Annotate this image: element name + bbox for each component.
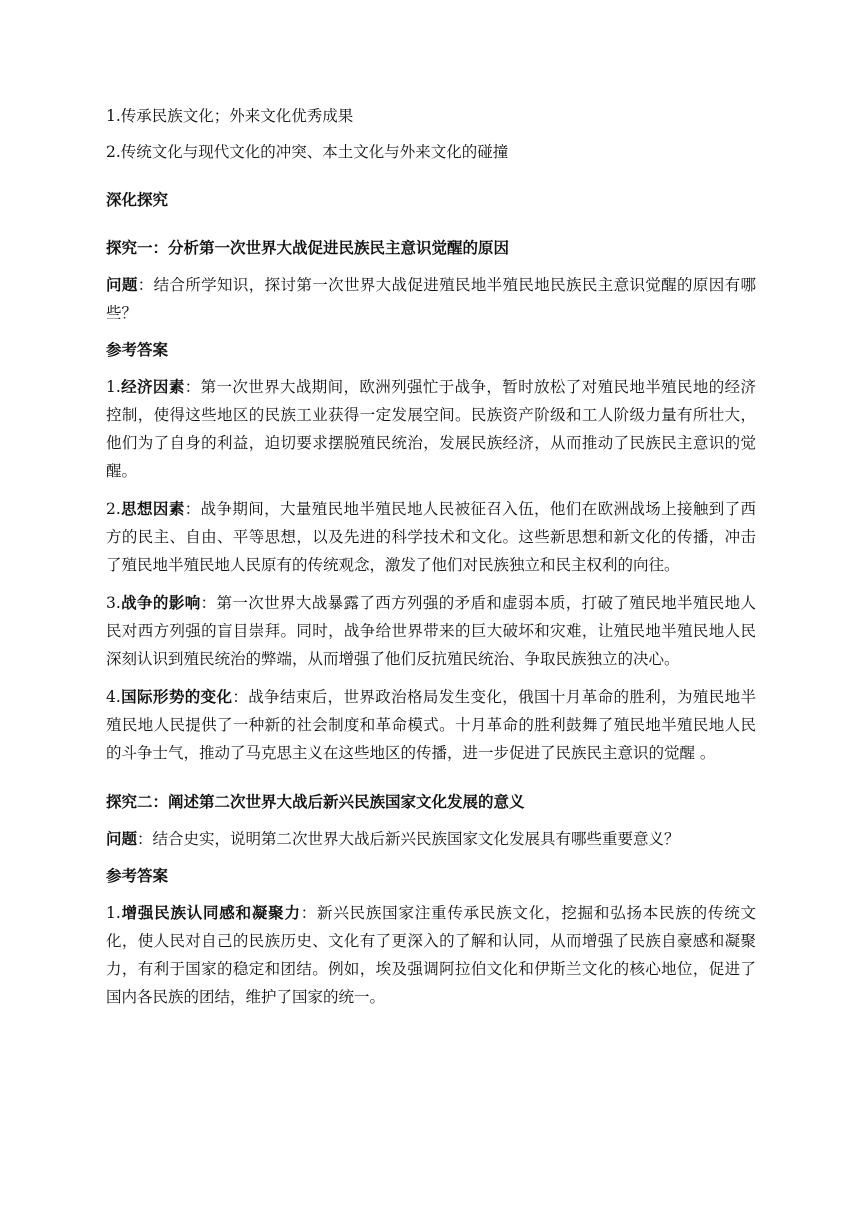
inquiry1-point-3 — [106, 589, 756, 673]
point-text: ：第一次世界大战暴露了西方列强的矛盾和虚弱本质，打破了殖民地半殖民地人民对西方列强的盲目崇拜。同时，战争给世界带来的巨大破坏和灾难，让殖民地半殖民地人民深刻认识到殖民统治的弊端，从而增强了他们反抗殖民统治、争取民族独立的决心。 — [106, 594, 756, 668]
inquiry2-title: 探究二：阐述第二次世界大战后新兴民族国家文化发展的意义 — [106, 793, 525, 811]
point-text: ：战争期间，大量殖民地半殖民地人民被征召入伍，他们在欧洲战场上接触到了西方的民主、自由、平等思想，以及先进的科学技术和文化。这些新思想和新文化的传播，冲击了殖民地半殖民地人民原有的传统观念，激发了他们对民族独立和民主权利的向往。 — [106, 500, 756, 574]
inquiry2-point-1 — [106, 899, 756, 1011]
point-label: 国际形势的变化 — [120, 688, 233, 706]
inquiry1-question — [106, 271, 756, 327]
point-text: ：战争结束后，世界政治格局发生变化，俄国十月革命的胜利，为殖民地半殖民地人民提供了一种新的社会制度和革命模式。十月革命的胜利鼓舞了殖民地半殖民地人民的斗争士气，推动了马克思主义在这些地区的传播，进一步促进了民族民主意识的觉醒 。 — [106, 688, 756, 762]
document-body — [106, 103, 756, 1011]
point-number: 1. — [106, 904, 121, 922]
section-title: 深化探究 — [106, 191, 169, 209]
intro-line-2: 2.传统文化与现代文化的冲突、本土文化与外来文化的碰撞 — [106, 143, 509, 161]
inquiry2-question — [106, 825, 756, 853]
point-text: ：新兴民族国家注重传承民族文化，挖掘和弘扬本民族的传统文化，使人民对自己的民族历史、文化有了更深入的了解和认同，从而增强了民族自豪感和凝聚力，有利于国家的稳定和团结。例如，埃及强调阿拉伯文化和伊斯兰文化的核心地位，促进了国内各民族的团结，维护了国家的统一。 — [106, 904, 756, 1006]
question-label: 问题 — [106, 830, 138, 848]
point-number: 3. — [106, 594, 121, 612]
point-label: 战争的影响 — [120, 594, 201, 612]
point-number: 1. — [106, 378, 121, 396]
inquiry1-answer-heading: 参考答案 — [106, 341, 169, 359]
point-number: 2. — [106, 500, 121, 518]
point-label: 经济因素 — [120, 378, 185, 396]
inquiry1-point-1 — [106, 373, 756, 485]
inquiry1-title: 探究一：分析第一次世界大战促进民族民主意识觉醒的原因 — [106, 239, 510, 257]
intro-line-1: 1.传承民族文化；外来文化优秀成果 — [106, 107, 354, 125]
inquiry1-point-4 — [106, 683, 756, 767]
inquiry2-answer-heading: 参考答案 — [106, 867, 169, 885]
question-label: 问题 — [106, 276, 138, 294]
point-text: ：第一次世界大战期间，欧洲列强忙于战争，暂时放松了对殖民地半殖民地的经济控制，使得这些地区的民族工业获得一定发展空间。民族资产阶级和工人阶级力量有所壮大，他们为了自身的利益，迫切要求摆脱殖民统治，发展民族经济，从而推动了民族民主意识的觉醒。 — [106, 378, 756, 480]
point-label: 思想因素 — [120, 500, 185, 518]
point-label: 增强民族认同感和凝聚力 — [120, 904, 301, 922]
inquiry1-point-2 — [106, 495, 756, 579]
question-text: ：结合史实，说明第二次世界大战后新兴民族国家文化发展具有哪些重要意义？ — [137, 830, 680, 848]
point-number: 4. — [106, 688, 121, 706]
question-text: ：结合所学知识，探讨第一次世界大战促进殖民地半殖民地民族民主意识觉醒的原因有哪些？ — [106, 276, 756, 322]
